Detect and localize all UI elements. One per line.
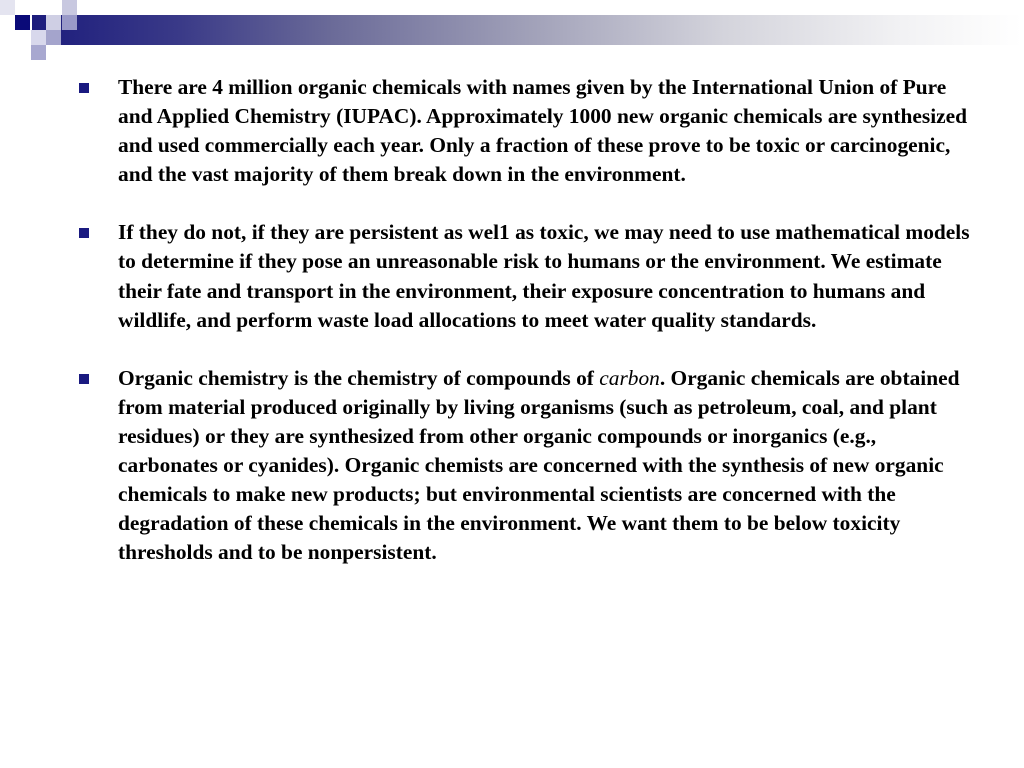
bullet-text: If they do not, if they are persistent as wel1 as toxic, we may need to use mathematical models to determine if they pose an unreasonable risk to humans or the environment. We estimate their fate and transport in the environment, their exposure concentration to humans and wildlife, and perform waste load allocations to meet water quality standards. [118, 220, 970, 332]
deco-square-dark [15, 15, 30, 30]
deco-square-light-mid [46, 15, 61, 30]
slide-content [78, 73, 978, 596]
deco-square-mid2 [46, 30, 61, 45]
bullet-item-persistence [78, 218, 978, 334]
bullet-item-organic-chemistry [78, 364, 978, 568]
deco-square-bottom [31, 45, 46, 60]
square-bullet-icon [79, 83, 89, 93]
deco-square-mid [62, 15, 77, 30]
text-before: Organic chemistry is the chemistry of compounds of [118, 365, 600, 390]
header-decoration [0, 0, 1024, 60]
deco-square-light-top [0, 0, 15, 15]
bullet-item-iupac [78, 73, 978, 189]
bullet-text [118, 364, 978, 568]
square-bullet-icon [79, 374, 89, 384]
italic-term-carbon: carbon [599, 365, 660, 390]
text-after: . Organic chemicals are obtained from material produced originally by living organisms (such as petroleum, coal, and plant residues) or they are synthesized from other organic compounds or inorganics (e.g., carbonates or cyanides). Organic chemists are concerned with the synthesis of new organic chemicals to make new products; but environmental scientists are concerned with the degradation of these chemicals in the environment. We want them to be below toxicity thresholds and to be nonpersistent. [118, 365, 960, 565]
deco-square-top-right [62, 0, 77, 15]
deco-square-pale [31, 30, 46, 45]
header-gradient-bar [32, 15, 1022, 45]
bullet-text: There are 4 million organic chemicals with names given by the International Union of Pure and Applied Chemistry (IUPAC). Approximately 1000 new organic chemicals are synthesized and used commercially each year. Only a fraction of these prove to be toxic or carcinogenic, and the vast majority of them break down in the environment. [118, 75, 968, 187]
square-bullet-icon [79, 228, 89, 238]
